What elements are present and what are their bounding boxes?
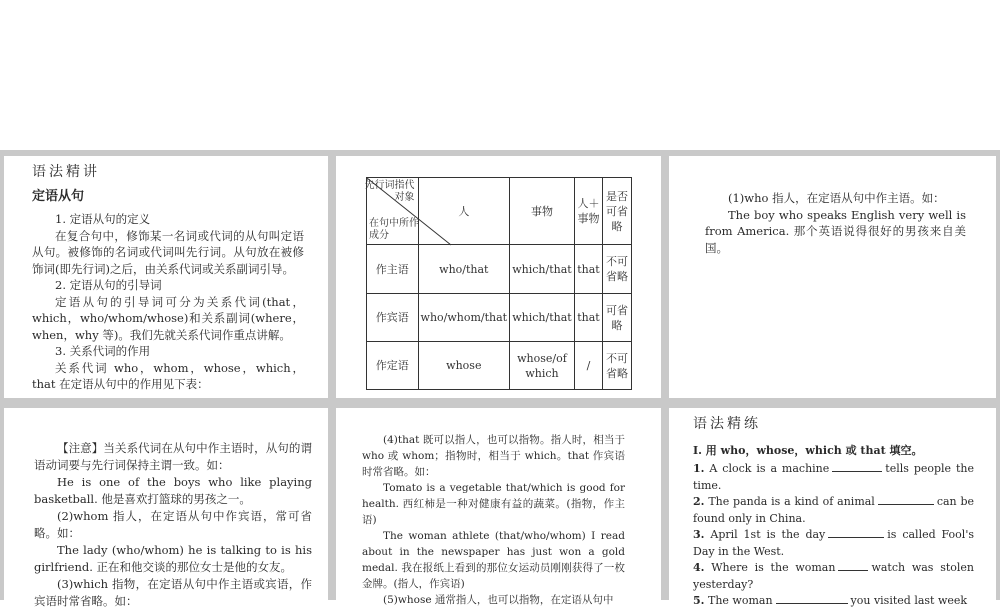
middle-divider-band	[0, 398, 1000, 408]
item-text-before: The panda is a kind of animal	[708, 495, 875, 508]
paragraph: (5)whose 通常指人，也可以指物，在定语从句中	[383, 594, 614, 606]
section-title: 语法精讲	[32, 164, 100, 180]
item-number: 2.	[693, 495, 705, 508]
table-cell: who/that	[418, 245, 510, 294]
exercise-item	[693, 527, 974, 560]
paragraph: He is one of the boys who like playing basketball. 他是喜欢打篮球的男孩之一。	[34, 475, 312, 506]
table-row	[367, 294, 632, 342]
table-cell: 可省略	[603, 294, 632, 342]
item-text-before: A clock is a machine	[709, 462, 830, 475]
exercise-item	[693, 560, 974, 593]
gutter-1	[328, 150, 336, 600]
table-cell: that	[574, 245, 602, 294]
answer-blank[interactable]	[828, 527, 884, 538]
section-subtitle: 定语从句	[32, 188, 85, 204]
item-text-after: can be found only in China.	[693, 495, 974, 525]
exercise-title: 语法精练	[693, 416, 761, 432]
item-text-after: watch was stolen yesterday?	[693, 561, 974, 591]
paragraph: Tomato is a vegetable that/which is good for health. 西红柿是一种对健康有益的蔬菜。(指物，作主语)	[362, 482, 625, 526]
answer-blank[interactable]	[776, 593, 848, 604]
right-gutter	[996, 150, 1000, 600]
item-number: 1.	[693, 462, 705, 475]
exercise-item	[693, 494, 974, 527]
paragraph: 2. 定语从句的引导词	[55, 278, 162, 292]
table-row	[367, 342, 632, 390]
who-paragraphs	[705, 190, 966, 256]
table-cell: which/that	[510, 294, 575, 342]
table-cell: whose/of which	[510, 342, 575, 390]
row-label: 作主语	[367, 245, 419, 294]
corner-header-top: 先行词指代对象	[364, 180, 415, 203]
relative-pronoun-table	[366, 177, 632, 390]
paragraph: 关系代词 who，whom，whose，which，that 在定语从句中的作用见下表：	[32, 360, 304, 391]
corner-header-bottom: 在句中所作成分	[369, 218, 419, 241]
item-text-after: tells people the time.	[693, 462, 975, 492]
exercise-item	[693, 461, 974, 494]
exercise-instruction: Ⅰ. 用 who，whose，which 或 that 填空。	[693, 443, 923, 457]
intro-paragraphs	[32, 211, 304, 393]
item-text-before: April 1st is the day	[710, 528, 826, 541]
col-header-both: 人＋事物	[574, 178, 602, 245]
row-label: 作定语	[367, 342, 419, 390]
answer-blank[interactable]	[832, 461, 882, 472]
table-cell: that	[574, 294, 602, 342]
table-cell: 不可省略	[603, 245, 632, 294]
paragraph: 【注意】当关系代词在从句中作主语时，从句的谓语动词要与先行词保持主谓一致。如：	[34, 441, 312, 472]
col-header-person: 人	[418, 178, 510, 245]
paragraph: 1. 定语从句的定义	[55, 212, 151, 226]
slide-exercises	[669, 408, 996, 607]
paragraph: (1)who 指人，在定语从句中作主语。如：	[728, 191, 945, 205]
that-paragraphs	[362, 432, 625, 608]
slide-note	[4, 408, 328, 608]
row-label: 作宾语	[367, 294, 419, 342]
paragraph: (2)whom 指人，在定语从句中作宾语，常可省略。如：	[34, 509, 312, 540]
table-cell: whose	[418, 342, 510, 390]
slide-grammar-intro	[4, 156, 328, 398]
answer-blank[interactable]	[838, 560, 868, 571]
slide-that-usage	[336, 408, 661, 606]
item-number: 5.	[693, 594, 705, 607]
paragraph: The boy who speaks English very well is from America. 那个英语说得很好的男孩来自美国。	[705, 207, 966, 255]
paragraph: 在复合句中，修饰某一名词或代词的从句叫定语从句。被修饰的名词或代词叫先行词。从句放在被修饰词(即先行词)之后，由关系代词或关系副词引导。	[32, 228, 304, 276]
table-corner-header	[364, 178, 419, 245]
exercise-list	[693, 461, 974, 610]
slide-pronoun-table	[336, 156, 661, 398]
item-text-after: you visited last week	[850, 594, 968, 607]
paragraph: 3. 关系代词的作用	[55, 344, 151, 358]
table-cell: which/that	[510, 245, 575, 294]
paragraph: 定语从句的引导词可分为关系代词(that，which，who/whom/whose)和关系副词(where，when，why 等)。我们先就关系代词作重点讲解。	[32, 294, 304, 342]
paragraph: (4)that 既可以指人，也可以指物。指人时，相当于 who 或 whom；指物时，相当于 which。that 作宾语时常省略。如：	[362, 434, 625, 478]
item-text-before: The woman	[707, 594, 773, 607]
note-paragraphs	[34, 440, 312, 610]
answer-blank[interactable]	[878, 494, 934, 505]
col-header-omittable: 是否可省略	[603, 178, 632, 245]
item-number: 4.	[693, 561, 705, 574]
gutter-2	[661, 150, 669, 600]
table-cell: 不可省略	[603, 342, 632, 390]
slide-who-usage	[669, 156, 996, 398]
item-number: 3.	[693, 528, 705, 541]
item-text-before: Where is the woman	[711, 561, 836, 574]
table-cell: who/whom/that	[418, 294, 510, 342]
col-header-thing: 事物	[510, 178, 575, 245]
table-row	[367, 245, 632, 294]
item-text-after: is called Fool's Day in the West.	[693, 528, 974, 558]
paragraph: (3)which 指物，在定语从句中作主语或宾语，作宾语时常省略。如：	[34, 577, 312, 608]
paragraph: The lady (who/whom) he is talking to is his girlfriend. 正在和他交谈的那位女士是他的女友。	[34, 543, 312, 574]
table-cell: /	[574, 342, 602, 390]
paragraph: The woman athlete (that/who/whom) I read about in the newspaper has just won a gold medal. 我在报纸上看到的那位女运动员刚刚获得了一枚金牌。(指人，作宾语)	[362, 530, 625, 590]
exercise-item	[693, 593, 974, 610]
